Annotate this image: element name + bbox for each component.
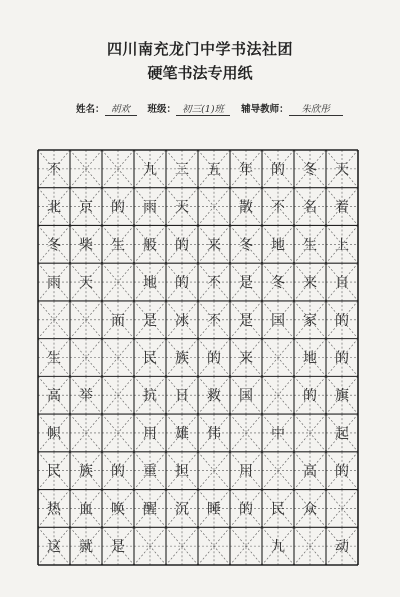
handwritten-character: 而 xyxy=(111,312,125,329)
handwritten-character: 着 xyxy=(335,199,349,216)
handwritten-character: 天 xyxy=(335,161,349,178)
grid-cell xyxy=(326,188,358,226)
grid-cell xyxy=(38,150,70,188)
handwritten-character: 上 xyxy=(335,237,349,254)
grid-cell xyxy=(70,263,102,301)
grid-cell xyxy=(262,527,294,565)
handwritten-character: 的 xyxy=(207,350,221,367)
handwritten-character: 民 xyxy=(143,350,157,367)
grid-cell xyxy=(262,225,294,263)
handwritten-character: 国 xyxy=(271,312,285,329)
handwritten-character: 高 xyxy=(303,463,317,480)
handwritten-character: 众 xyxy=(303,501,317,518)
handwritten-character: 的 xyxy=(303,388,317,405)
grid-cell xyxy=(262,414,294,452)
handwritten-character: 救 xyxy=(207,388,221,405)
grid-cell xyxy=(166,225,198,263)
grid-cell xyxy=(166,339,198,377)
grid-cell xyxy=(230,452,262,490)
grid-cell xyxy=(230,225,262,263)
handwritten-character: 是 xyxy=(239,312,253,329)
grid-cell xyxy=(70,452,102,490)
teacher-label: 辅导教师： xyxy=(241,104,289,115)
grid-cell xyxy=(70,301,102,339)
handwritten-character: 唤 xyxy=(111,501,125,518)
grid-cell xyxy=(326,376,358,414)
handwritten-character: 起 xyxy=(335,425,349,442)
handwritten-character: 的 xyxy=(239,501,253,518)
grid-cell xyxy=(230,414,262,452)
handwritten-character: 醒 xyxy=(143,501,157,518)
handwritten-character: 来 xyxy=(303,275,317,292)
grid-cell xyxy=(294,301,326,339)
grid-cell xyxy=(70,188,102,226)
grid-cell xyxy=(102,339,134,377)
handwritten-character: 高 xyxy=(47,388,61,405)
grid-cell xyxy=(294,225,326,263)
handwritten-character: 是 xyxy=(143,312,157,329)
grid-cell xyxy=(166,263,198,301)
grid-cell xyxy=(166,301,198,339)
handwritten-character: 五 xyxy=(207,161,221,178)
grid-cell xyxy=(102,188,134,226)
sheet-subtitle: 硬笔书法专用纸 xyxy=(147,64,253,82)
handwritten-character: 中 xyxy=(271,425,285,442)
grid-cell xyxy=(166,414,198,452)
handwritten-character: 血 xyxy=(79,501,93,518)
handwritten-character: 来 xyxy=(207,237,221,254)
handwritten-character: 热 xyxy=(47,501,61,518)
grid-cell xyxy=(230,301,262,339)
grid-cell xyxy=(294,414,326,452)
grid-cell xyxy=(38,527,70,565)
handwritten-character: 雄 xyxy=(175,425,189,442)
grid-cell xyxy=(102,414,134,452)
handwritten-character: 家 xyxy=(303,312,317,329)
grid-cell xyxy=(166,490,198,528)
handwritten-character: 帜 xyxy=(47,425,61,442)
grid-cell xyxy=(134,414,166,452)
grid-cell xyxy=(230,150,262,188)
grid-cell xyxy=(294,339,326,377)
grid-cell xyxy=(134,527,166,565)
handwritten-character: 用 xyxy=(239,463,253,480)
handwritten-character: 地 xyxy=(143,275,157,292)
grid-cell xyxy=(134,188,166,226)
handwritten-character: 冬 xyxy=(303,161,317,178)
grid-cell xyxy=(134,490,166,528)
handwritten-character: 的 xyxy=(335,312,349,329)
handwritten-character: 雨 xyxy=(47,275,61,292)
grid-cell xyxy=(134,150,166,188)
grid-cell xyxy=(166,527,198,565)
grid-cell xyxy=(294,490,326,528)
handwritten-character: 年 xyxy=(239,161,253,178)
grid-cell xyxy=(326,414,358,452)
grid-cell xyxy=(262,376,294,414)
grid-cell xyxy=(326,527,358,565)
handwritten-character: 天 xyxy=(175,199,189,216)
grid-cell xyxy=(38,225,70,263)
grid-cell xyxy=(38,188,70,226)
grid-cell xyxy=(326,301,358,339)
grid-cell xyxy=(326,263,358,301)
handwritten-character: 的 xyxy=(111,463,125,480)
handwritten-character: 是 xyxy=(239,275,253,292)
handwritten-character: 名 xyxy=(303,199,317,216)
handwritten-character: 的 xyxy=(111,199,125,216)
handwritten-character: 担 xyxy=(175,463,189,480)
handwritten-character: 柴 xyxy=(79,237,93,254)
handwritten-character: 来 xyxy=(239,350,253,367)
handwritten-character: 不 xyxy=(207,275,221,292)
grid-cell xyxy=(134,452,166,490)
grid-cell xyxy=(198,490,230,528)
grid-cell xyxy=(230,339,262,377)
handwritten-character: 的 xyxy=(335,463,349,480)
grid-cell xyxy=(198,301,230,339)
grid-cell xyxy=(134,301,166,339)
grid-cell xyxy=(198,263,230,301)
grid-cell xyxy=(230,263,262,301)
handwritten-character: 就 xyxy=(79,539,93,556)
handwritten-character: 地 xyxy=(303,350,317,367)
grid-cell xyxy=(70,339,102,377)
handwritten-character: 的 xyxy=(175,237,189,254)
grid-cell xyxy=(294,263,326,301)
grid-cell xyxy=(198,339,230,377)
handwritten-character: 的 xyxy=(175,275,189,292)
handwritten-character: 日 xyxy=(175,388,189,405)
grid-cell xyxy=(230,376,262,414)
grid-cell xyxy=(38,339,70,377)
grid-cell xyxy=(326,452,358,490)
handwritten-character: 睡 xyxy=(207,501,221,518)
handwritten-character: 九 xyxy=(271,539,285,556)
grid-cell xyxy=(198,527,230,565)
grid-cell xyxy=(70,527,102,565)
handwritten-character: 不 xyxy=(271,199,285,216)
grid-cell xyxy=(326,225,358,263)
grid-cell xyxy=(38,452,70,490)
handwritten-character: 般 xyxy=(143,237,157,254)
grid-cell xyxy=(102,263,134,301)
grid-cell xyxy=(70,376,102,414)
handwritten-character: 九 xyxy=(143,161,157,178)
grid-cell xyxy=(38,490,70,528)
handwritten-character: 冰 xyxy=(175,312,189,329)
grid-cell xyxy=(38,376,70,414)
grid-cell xyxy=(262,301,294,339)
handwritten-character: 民 xyxy=(271,501,285,518)
grid-cell xyxy=(102,490,134,528)
handwritten-character: 冬 xyxy=(271,275,285,292)
grid-cell xyxy=(102,301,134,339)
handwritten-character: 族 xyxy=(175,350,189,367)
grid-cell xyxy=(262,150,294,188)
sheet-title: 四川南充龙门中学书法社团 xyxy=(106,40,293,58)
grid-cell xyxy=(262,490,294,528)
name-value: 胡欢 xyxy=(105,101,137,116)
grid-cell xyxy=(166,150,198,188)
handwritten-character: 动 xyxy=(335,539,349,556)
grid-cell xyxy=(102,452,134,490)
handwritten-character: 生 xyxy=(47,350,61,367)
grid-cell xyxy=(166,452,198,490)
handwritten-character: 生 xyxy=(303,237,317,254)
grid-cell xyxy=(198,225,230,263)
handwritten-character: 国 xyxy=(239,388,253,405)
grid-cell xyxy=(294,150,326,188)
handwritten-character: 散 xyxy=(239,199,253,216)
teacher-value: 朱欣彤 xyxy=(289,101,343,116)
handwritten-character: 天 xyxy=(79,275,93,292)
grid-cell xyxy=(70,490,102,528)
grid-cell xyxy=(262,339,294,377)
grid-cell xyxy=(102,376,134,414)
handwritten-character: 举 xyxy=(79,388,93,405)
grid-cell xyxy=(102,150,134,188)
grid-cell xyxy=(326,150,358,188)
handwritten-character: 地 xyxy=(271,237,285,254)
class-value: 初三(1)班 xyxy=(176,101,230,116)
handwritten-character: 雨 xyxy=(143,199,157,216)
grid-cell xyxy=(102,225,134,263)
handwritten-character: 冬 xyxy=(239,237,253,254)
name-label: 姓名： xyxy=(76,104,105,115)
handwritten-character: 北 xyxy=(47,199,61,216)
grid-cell xyxy=(198,452,230,490)
grid-cell xyxy=(198,376,230,414)
grid-cell xyxy=(134,339,166,377)
grid-cell xyxy=(294,452,326,490)
handwritten-character: 不 xyxy=(47,161,61,178)
grid-cell xyxy=(294,376,326,414)
grid-cell xyxy=(70,225,102,263)
grid-cell xyxy=(326,490,358,528)
grid-cell xyxy=(38,301,70,339)
handwritten-character: 三 xyxy=(175,161,189,178)
grid-cell xyxy=(294,188,326,226)
handwritten-character: 民 xyxy=(47,463,61,480)
grid-cell xyxy=(134,225,166,263)
handwritten-character: 沉 xyxy=(175,501,189,518)
handwritten-character: 自 xyxy=(335,275,349,292)
handwritten-character: 的 xyxy=(271,161,285,178)
handwritten-character: 族 xyxy=(79,463,93,480)
grid-cell xyxy=(230,490,262,528)
grid-cell xyxy=(198,150,230,188)
grid-cell xyxy=(166,376,198,414)
handwritten-character: 生 xyxy=(111,237,125,254)
handwritten-character: 不 xyxy=(207,312,221,329)
handwritten-character: 旗 xyxy=(335,388,349,405)
grid-cell xyxy=(134,263,166,301)
grid-cell xyxy=(198,414,230,452)
grid-cell xyxy=(326,339,358,377)
handwritten-character: 京 xyxy=(79,199,93,216)
grid-cell xyxy=(38,414,70,452)
grid-cell xyxy=(198,188,230,226)
grid-cell xyxy=(262,452,294,490)
handwritten-character: 用 xyxy=(143,425,157,442)
grid-cell xyxy=(134,376,166,414)
grid-cell xyxy=(70,414,102,452)
handwritten-character: 是 xyxy=(111,539,125,556)
grid-cell xyxy=(262,263,294,301)
grid-cell xyxy=(102,527,134,565)
handwritten-character: 抗 xyxy=(143,388,157,405)
grid-cell xyxy=(166,188,198,226)
handwritten-character: 冬 xyxy=(47,237,61,254)
grid-cell xyxy=(38,263,70,301)
handwritten-character: 这 xyxy=(47,539,61,556)
grid-cell xyxy=(70,150,102,188)
class-label: 班级： xyxy=(147,104,177,115)
grid-cell xyxy=(230,188,262,226)
handwritten-character: 伟 xyxy=(207,425,221,442)
handwritten-character: 重 xyxy=(143,463,157,480)
grid-cell xyxy=(262,188,294,226)
handwritten-character: 的 xyxy=(335,350,349,367)
grid-cell xyxy=(230,527,262,565)
grid-cell xyxy=(294,527,326,565)
